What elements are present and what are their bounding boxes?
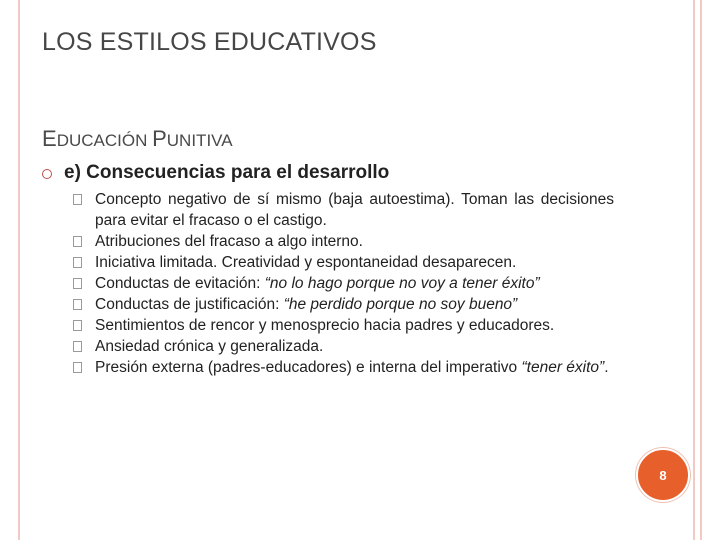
section-rest-1: DUCACIÓN <box>56 131 153 150</box>
bullet-text: Conductas de evitación: <box>95 275 265 292</box>
list-item <box>70 252 614 273</box>
bullet-quote: “tener éxito” <box>521 359 605 376</box>
section-heading <box>42 126 233 152</box>
box-bullet-icon <box>73 194 82 205</box>
bullet-text: Ansiedad crónica y generalizada. <box>95 338 324 355</box>
list-item <box>70 231 614 252</box>
right-border-line <box>693 0 695 540</box>
box-bullet-icon <box>73 341 82 352</box>
slide-title: LOS ESTILOS EDUCATIVOS <box>42 28 377 56</box>
bullet-text-end: . <box>604 359 609 376</box>
level1-item <box>42 162 389 184</box>
bullet-text: Sentimientos de rencor y menosprecio hacia padres y educadores. <box>95 317 555 334</box>
section-initial-1: E <box>42 126 57 151</box>
box-bullet-icon <box>73 278 82 289</box>
page-number-badge: 8 <box>636 448 690 502</box>
bullet-quote: “he perdido porque no soy bueno” <box>283 296 518 313</box>
box-bullet-icon <box>73 257 82 268</box>
bullet-text: Iniciativa limitada. Creatividad y espontaneidad desaparecen. <box>95 254 517 271</box>
bullet-text: Atribuciones del fracaso a algo interno. <box>95 233 363 250</box>
list-item <box>70 189 614 231</box>
level1-text: e) Consecuencias para el desarrollo <box>64 162 390 183</box>
bullet-quote: “no lo hago porque no voy a tener éxito” <box>264 275 540 292</box>
right-border-line-outer <box>700 0 702 540</box>
bullet-text: Presión externa (padres-educadores) e interna del imperativo <box>95 359 522 376</box>
box-bullet-icon <box>73 320 82 331</box>
list-item <box>70 315 614 336</box>
ring-bullet-icon <box>42 169 52 179</box>
list-item <box>70 336 614 357</box>
bullet-list <box>70 189 614 378</box>
list-item <box>70 294 614 315</box>
box-bullet-icon <box>73 299 82 310</box>
box-bullet-icon <box>73 236 82 247</box>
list-item <box>70 273 614 294</box>
left-border-line <box>18 0 20 540</box>
section-initial-2: P <box>152 126 167 151</box>
bullet-text: Concepto negativo de sí mismo (baja autoestima). Toman las decisiones para evitar el fracaso o el castigo. <box>95 191 614 229</box>
box-bullet-icon <box>73 362 82 373</box>
list-item <box>70 357 614 378</box>
bullet-text: Conductas de justificación: <box>95 296 284 313</box>
section-rest-2: UNITIVA <box>166 131 233 150</box>
